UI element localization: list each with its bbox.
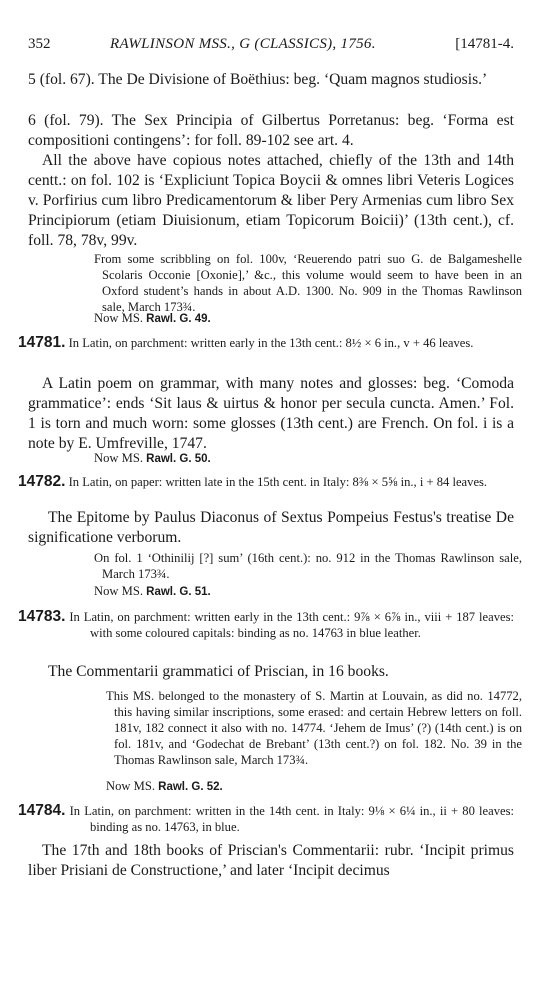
entry-range: [14781-4.	[455, 36, 514, 52]
note-provenance: On fol. 1 ‘Othinilij [?] sum’ (16th cent.): no. 912 in the Thomas Rawlinson sale, March 173¾.	[94, 551, 522, 581]
shelfmark-line	[94, 450, 211, 467]
note-scribbling: From some scribbling on fol. 100v, ‘Reuerendo patri suo G. de Balgameshelle Scolaris Occonie [Oxonie],’ &c., this volume would seem to have been in an Oxford student’s hands in about A.D. 1300. No. 909 in the Thomas Rawlinson sale, March 173¾.	[94, 252, 522, 314]
shelfmark: Rawl. G. 52.	[158, 781, 223, 793]
entry-physical-description: In Latin, on parchment: written in the 14th cent. in Italy: 9⅛ × 6¼ in., ii + 80 leaves: binding as no. 14763, in blue.	[69, 804, 514, 834]
entry-14784-text: The 17th and 18th books of Priscian's Commentarii: rubr. ‘Incipit primus liber Prisiani de Constructione,’ and later ‘Incipit decimus	[28, 842, 514, 879]
shelfmark: Rawl. G. 49.	[146, 313, 211, 325]
entry-14781-description	[18, 335, 514, 351]
entry-number: 14784.	[18, 802, 66, 819]
shelfmark-prefix: Now MS.	[94, 451, 143, 465]
paragraph-art-5: 5 (fol. 67). The De Divisione of Boëthius: beg. ‘Quam magnos studiosis.’	[28, 71, 488, 88]
shelfmark-line	[94, 583, 211, 600]
entry-14782-description	[18, 474, 514, 490]
entry-number: 14781.	[18, 334, 66, 351]
note-louvain: This MS. belonged to the monastery of S. Martin at Louvain, as did no. 14772, this having similar inscriptions, some erased: and certain Hebrew letters on foll. 181v, 182 connect it also with no. 14774. ‘Jehem de Imus’ (?) (14th cent.) is on fol. 181v, and ‘Godechat de Brebant’ (13th cent.?) on fol. 182. No. 39 in the Thomas Rawlinson sale, March 173¾.	[106, 689, 522, 767]
entry-number: 14782.	[18, 473, 66, 490]
entry-number: 14783.	[18, 608, 66, 625]
shelfmark-prefix: Now MS.	[106, 779, 155, 793]
shelfmark: Rawl. G. 51.	[146, 586, 211, 598]
running-head: RAWLINSON MSS., G (CLASSICS), 1756.	[110, 36, 376, 52]
paragraph-art-6: 6 (fol. 79). The Sex Principia of Gilbertus Porretanus: beg. ‘Forma est compositioni contingens’: for foll. 89-102 see art. 4.	[28, 112, 514, 149]
entry-14784-description	[18, 803, 514, 835]
shelfmark-prefix: Now MS.	[94, 311, 143, 325]
entry-14782-text: The Epitome by Paulus Diaconus of Sextus Pompeius Festus's treatise De significatione verborum.	[28, 509, 514, 546]
shelfmark-prefix: Now MS.	[94, 584, 143, 598]
page-number: 352	[28, 36, 51, 52]
shelfmark-line	[94, 310, 211, 327]
entry-14781-text: A Latin poem on grammar, with many notes and glosses: beg. ‘Comoda grammatice’: ends ‘Sit laus & uirtus & honor per secula cuncta. Amen.’ Fol. 1 is torn and much worn: some glosses (13th cent.) are French. On fol. i is a note by E. Umfreville, 1747.	[28, 375, 514, 452]
shelfmark: Rawl. G. 50.	[146, 453, 211, 465]
entry-physical-description: In Latin, on parchment: written early in the 13th cent.: 8½ × 6 in., v + 46 leaves.	[68, 336, 474, 350]
entry-14783-description	[18, 609, 514, 641]
entry-14783-text: The Commentarii grammatici of Priscian, in 16 books.	[48, 663, 389, 680]
paragraph-notes: All the above have copious notes attached, chiefly of the 13th and 14th centt.: on fol. 102 is ‘Expliciunt Topica Boycii & omnes libri Veteris Logices v. Porfirius cum libro Predicamentorum & liber Pery Armenias cum libro Sex Principiorum (etiam Diuisionum, etiam Topicorum Boicii)’ (13th cent.), cf. foll. 78, 78v, 99v.	[28, 152, 514, 249]
shelfmark-line	[106, 778, 223, 795]
entry-physical-description: In Latin, on paper: written late in the 15th cent. in Italy: 8⅜ × 5⅝ in., i + 84 leaves.	[68, 475, 488, 489]
entry-physical-description: In Latin, on parchment: written early in the 13th cent.: 9⅞ × 6⅞ in., viii + 187 leaves: with some coloured capitals: binding as no. 14763 in blue leather.	[69, 610, 514, 640]
page-header	[28, 36, 514, 58]
